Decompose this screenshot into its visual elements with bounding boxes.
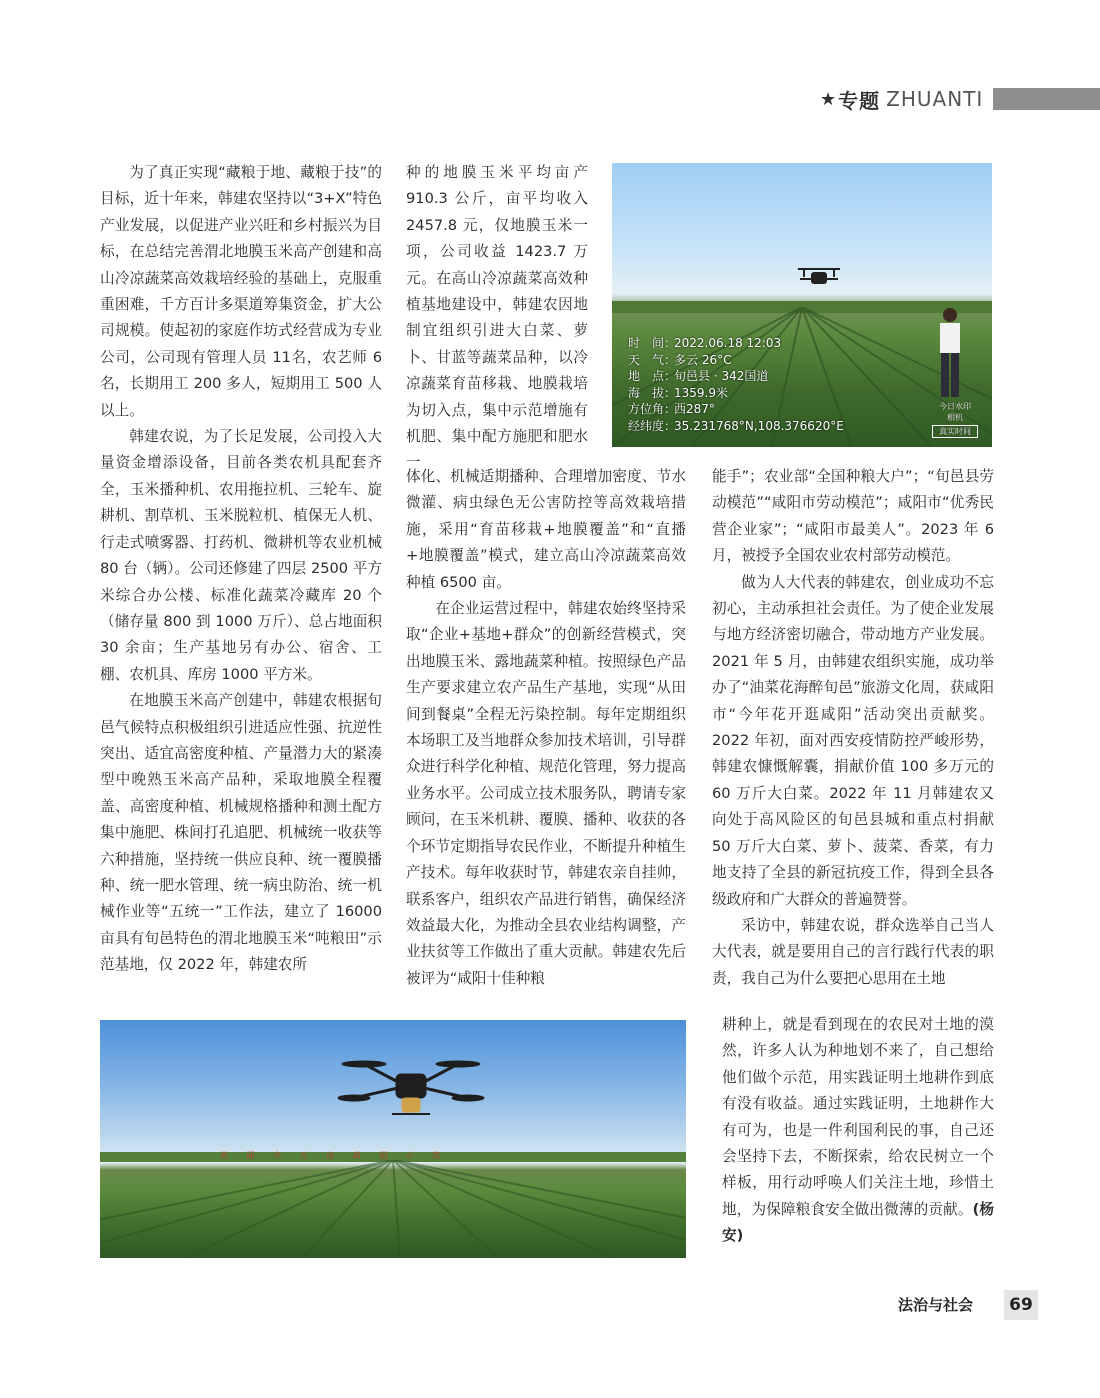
paragraph: 采访中，韩建农说，群众选举自己当人大代表，就是要用自己的言行践行代表的职责，我自己为什么要把心思用在土地: [712, 916, 994, 987]
watermark-row: 海 拔：1359.9米: [628, 385, 728, 400]
paragraph: 在企业运营过程中，韩建农始终坚持采取“企业+基地+群众”的创新经营模式，突出地膜玉米、露地蔬菜种植。按照绿色产品生产要求建立农产品生产基地，实现“从田间到餐桌”全程无污染控制。每年定期组织本场职工及当地群众参加技术培训，引导群众进行科学化种植、规范化管理，努力提高业务水平。公司成立技术服务队，聘请专家顾问，在玉米机耕、覆膜、播种、收获的各个环节定期指导农民作业，不断提升种植生产技术。每年收获时节，韩建农亲自挂帅，联系客户，组织农产品进行销售，确保经济效益最大化，为推动全县农业结构调整，产业扶贫等工作做出了重大贡献。韩建农先后被评为“咸阳十佳种粮: [406, 600, 686, 987]
page-number: 69: [1004, 1290, 1038, 1320]
paragraph: 为了真正实现“藏粮于地、藏粮于技”的目标，近十年来，韩建农坚持以“3+X”特色产业发展，以促进产业兴旺和乡村振兴为目标，在总结完善渭北地膜玉米高产创建和高山冷凉蔬菜高效栽培经验的基础上，克服重重困难，千方百计多渠道筹集资金，扩大公司规模。使起初的家庭作坊式经营成为专业公司，公司现有管理人员 11名，农艺师 6 名，长期用工 200 多人，短期用工 500 人以上。: [100, 164, 382, 419]
header-bar: [993, 88, 1100, 110]
watermark-row: 天 气：多云 26°C: [628, 352, 732, 367]
column-3-continued: [722, 1012, 994, 1250]
section-header: [820, 86, 983, 112]
agricultural-drone-icon: [336, 1054, 486, 1118]
drone-icon: [794, 265, 844, 289]
watermark-row: 时 间：2022.06.18 12:03: [628, 336, 782, 350]
watermark-stamp: 今日水印 相机 真实时间: [932, 401, 978, 439]
column-2-top: [406, 160, 588, 477]
watermark-row: 地 点：旬邑县 · 342国道: [628, 369, 769, 383]
paragraph: 种的地膜玉米平均亩产 910.3 公斤，亩平均收入 2457.8 元，仅地膜玉米一项，公司收益 1423.7 万元。在高山冷凉蔬菜高效种植基地建设中，韩建农因地制宜组织引进大白菜、萝卜、甘蓝等蔬菜品种，以冷凉蔬菜育苗移栽、地膜栽培为切入点，集中示范增施有机肥、集中配方施肥和肥水一: [406, 164, 588, 472]
photo-watermark: [628, 335, 844, 434]
column-3: [712, 464, 994, 992]
photo-drone-spraying: [100, 1020, 686, 1258]
section-title-cn: 专题: [838, 88, 881, 113]
author-credit: (杨安): [722, 1200, 994, 1245]
paragraph: 能手”；农业部“全国种粮大户”；“旬邑县劳动模范”“咸阳市劳动模范”；咸阳市“优秀民营企业家”；“咸阳市最美人”。2023 年 6 月，被授予全国农业农村部劳动模范。: [712, 468, 994, 565]
section-title-en: ZHUANTI: [886, 87, 984, 111]
column-1: [100, 160, 382, 979]
magazine-title: 法治与社会: [898, 1296, 974, 1314]
paragraph: 体化、机械适期播种、合理增加密度、节水微灌、病虫绿色无公害防控等高效栽培措施，采用“育苗移栽+地膜覆盖”和“直播+地膜覆盖”模式，建立高山冷凉蔬菜高效种植 6500 亩。: [406, 468, 686, 591]
column-2-bottom: [406, 464, 686, 992]
paragraph: 韩建农说，为了长足发展，公司投入大量资金增添设备，目前各类农机具配套齐全，玉米播种机、农用拖拉机、三轮车、旋耕机、割草机、玉米脱粒机、植保无人机、行走式喷雾器、打药机、微耕机等农业机械 80 台（辆）。公司还修建了四层 2500 平方米综合办公楼、标准化蔬菜冷藏库 20 个（储存量 800 到 1000 万斤）、总占地面积 30 余亩；生产基地另有办公、宿舍、工棚、农机具、库房 1000 平方米。: [100, 428, 382, 683]
paragraph: 在地膜玉米高产创建中，韩建农根据旬邑气候特点积极组织引进适应性强、抗逆性突出、适宜高密度种植、产量潜力大的紧凑型中晚熟玉米高产品种，采取地膜全程覆盖、高密度种植、机械规格播种和测土配方集中施肥、株间打孔追肥、机械统一收获等六种措施，坚持统一供应良种、统一覆膜播种、统一肥水管理、统一病虫防治、统一机械作业等“五统一”工作法，建立了 16000 亩具有旬邑特色的渭北地膜玉米“吨粮田”示范基地，仅 2022 年，韩建农所: [100, 692, 382, 974]
photo-drone-field-watermarked: [612, 163, 992, 447]
farmer-figure: [930, 305, 970, 401]
star-icon: ★: [820, 88, 837, 110]
watermark-row: 方位角：西287°: [628, 402, 715, 416]
paragraph: 耕种上，就是看到现在的农民对土地的漠然，许多人认为种地划不来了，自己想给他们做个示范，用实践证明土地耕作到底有没有收益。通过实践证明，土地耕作大有可为，也是一件利国利民的事，自己还会坚持下去，不断探索，给农民树立一个样板，用行动呼唤人们关注土地，珍惜土地，为保障粮食安全做出微薄的贡献。: [722, 1016, 994, 1218]
field-banner: 美 丽 中 万 亩 蔬 园 示 范: [220, 1151, 449, 1160]
paragraph: 做为人大代表的韩建农，创业成功不忘初心，主动承担社会责任。为了使企业发展与地方经济密切融合，带动地方产业发展。2021 年 5 月，由韩建农组织实施，成功举办了“油菜花海醉旬邑”旅游文化周，获咸阳市“今年花开逛咸阳”活动突出贡献奖。2022 年初，面对西安疫情防控严峻形势，韩建农慷慨解囊，捐献价值 100 多万元的 60 万斤大白菜。2022 年 11 月韩建农又向处于高风险区的旬邑县城和重点村捐献 50 万斤大白菜、萝卜、菠菜、香菜，有力地支持了全县的新冠抗疫工作，得到全县各级政府和广大群众的普遍赞誉。: [712, 573, 994, 908]
crop-rows: [100, 1160, 686, 1258]
watermark-row: 经纬度：35.231768°N,108.376620°E: [628, 418, 844, 433]
